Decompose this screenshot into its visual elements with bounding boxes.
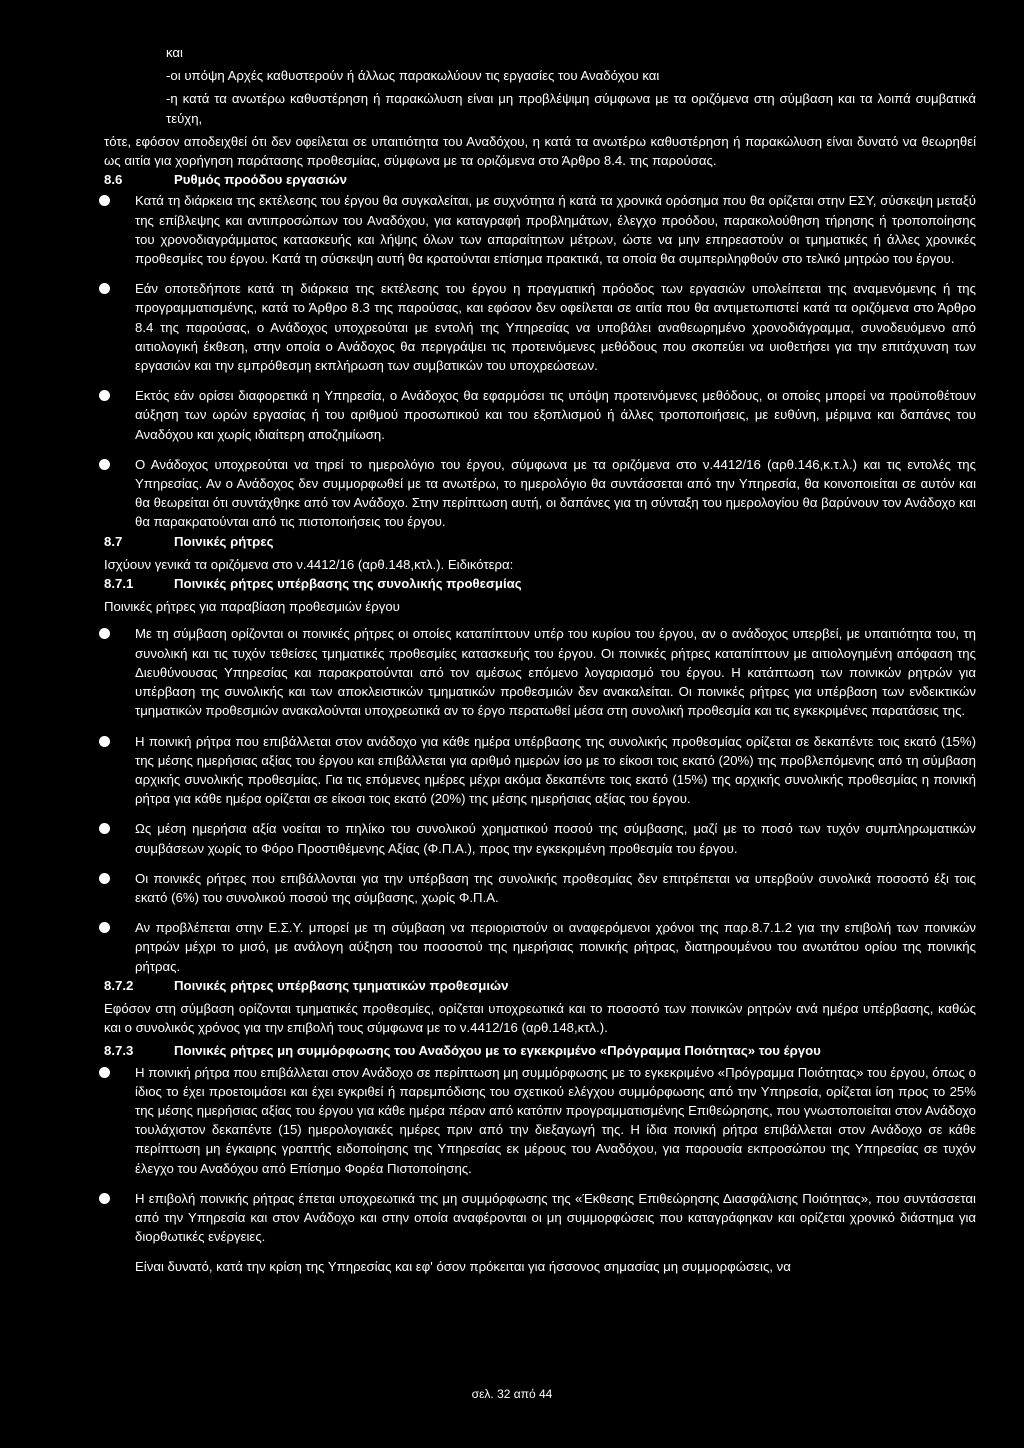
section-number: 8.7.1 (104, 576, 134, 592)
list-item: Οι ποινικές ρήτρες που επιβάλλονται για την υπέρβαση της συνολικής προθεσμίας δεν επιτρέπεται να υπερβούν συνολικά ποσοστό έξι τοις εκατό (6%) του συνολικού ποσού της σύμβασης, χωρίς Φ.Π.Α. (104, 869, 976, 907)
bullet-icon (99, 1067, 110, 1078)
list-item: Κατά τη διάρκεια της εκτέλεσης του έργου θα συγκαλείται, με συχνότητα ή κατά τα χρονικά ορόσημα που θα ορίζεται στην ΕΣΥ, σύσκεψη μεταξύ της επίβλεψης και αντιπροσώπων του Αναδόχου, για καταγραφή προβλημάτων, έλεγχο προόδου, παρακολούθηση τήρησης ή τροποποίησης του χρονοδιαγράμματος κατασκευής και λήψης όλων των απαραίτητων μέτρων, ώστε να μην επηρεαστούν οι τμηματικές ή άλλες χρονικές προθεσμίες του έργου. Κατά τη σύσκεψη αυτή θα κρατούνται επίσημα πρακτικά, τα οποία θα συμπεριληφθούν στο τελικό μητρώο του έργου. (104, 191, 976, 268)
section-8-7-3-tail: Είναι δυνατό, κατά την κρίση της Υπηρεσίας και εφ' όσον πρόκειται για ήσσονος σημασίας μη συμμορφώσεις, να (135, 1259, 791, 1275)
bullet-icon (99, 736, 110, 747)
list-item: Ως μέση ημερήσια αξία νοείται το πηλίκο του συνολικού χρηματικού ποσού της σύμβασης, μαζί με το ποσό των τυχόν συμπληρωματικών συμβάσεων χωρίς το Φόρο Προστιθέμενης Αξίας (Φ.Π.Α.), προς την εγκεκριμένη προθεσμία του έργου. (104, 819, 976, 857)
section-8-6-heading (104, 170, 976, 189)
section-title: Ρυθμός προόδου εργασιών (174, 172, 348, 188)
intro-line-3: -η κατά τα ανωτέρω καθυστέρηση ή παρακώλυση είναι μη προβλέψιμη σύμφωνα με τα οριζόμενα στη σύμβαση και τα λοιπά συμβατικά τεύχη, (166, 91, 976, 126)
list-item: Ο Ανάδοχος υποχρεούται να τηρεί το ημερολόγιο του έργου, σύμφωνα με τα οριζόμενα στο ν.4412/16 (αρθ.146,κ.τ.λ.) και τις εντολές της Υπηρεσίας. Αν ο Ανάδοχος δεν συμμορφωθεί με τα ανωτέρω, το ημερολόγιο θα συντάσσεται από την Υπηρεσία, θα κοινοποιείται σε αυτόν και θα θεωρείται ότι συντάχθηκε από τον Ανάδοχο. Στην περίπτωση αυτή, οι δαπάνες για τη σύνταξη του ημερολογίου θα βαρύνουν τον Ανάδοχο και θα παρακρατούνται από τις πιστοποιήσεις του έργου. (104, 455, 976, 532)
intro-line-2: -οι υπόψη Αρχές καθυστερούν ή άλλως παρακωλύουν τις εργασίες του Αναδόχου και (166, 68, 660, 84)
bullet-icon (99, 390, 110, 401)
section-title: Ποινικές ρήτρες μη συμμόρφωσης του Αναδόχου με το εγκεκριμένο «Πρόγραμμα Ποιότητας» του έργου (174, 1043, 821, 1059)
page-number: σελ. 32 από 44 (471, 1387, 553, 1401)
bullet-icon (99, 823, 110, 834)
list-item: Με τη σύμβαση ορίζονται οι ποινικές ρήτρες οι οποίες καταπίπτουν υπέρ του κυρίου του έργου, αν ο ανάδοχος υπερβεί, με υπαιτιότητα του, τη συνολική και τις τυχόν τεθείσες τμηματικές προθεσμίες κατασκευής του έργου. Οι ποινικές ρήτρες καταπίπτουν με αιτιολογημένη απόφαση της Διευθύνουσας Υπηρεσίας και παρακρατούνται από τον αμέσως επόμενο λογαριασμό του έργου. Η κατάπτωση των ποινικών ρητρών για υπέρβαση της συνολικής και των αποκλειστικών τμηματικών προθεσμιών δεν ανακαλείται. Οι ποινικές ρήτρες για υπέρβαση των ενδεικτικών τμηματικών προθεσμιών ανακαλούνται υποχρεωτικά αν το έργο περατωθεί μέσα στη συνολική προθεσμία και τις εγκεκριμένες παρατάσεις της. (104, 624, 976, 720)
bullet-icon (99, 628, 110, 639)
list-item: Η επιβολή ποινικής ρήτρας έπεται υποχρεωτικά της μη συμμόρφωσης της «Έκθεσης Επιθεώρησης Διασφάλισης Ποιότητας», που συντάσσεται από την Υπηρεσία και στον Ανάδοχο και στην οποία αναφέρονται οι μη συμμορφώσεις που καταγράφηκαν και ορίζεται χρονικό διάστημα για διορθωτικές ενέργειες. (104, 1189, 976, 1247)
section-number: 8.7 (104, 533, 123, 549)
section-number: 8.7.2 (104, 977, 134, 993)
list-item: Η ποινική ρήτρα που επιβάλλεται στον Ανάδοχο σε περίπτωση μη συμμόρφωσης με το εγκεκριμένο «Πρόγραμμα Ποιότητας» του έργου, όπως ο ίδιος το έχει προετοιμάσει και έχει εγκριθεί ή παρεμπόδισης του σχετικού ελέγχου συμμόρφωσης από την Υπηρεσία, ορίζεται ίση προς το 25% της μέσης ημερήσιας αξίας του έργου για κάθε ημέρα πέραν από κατόπιν προγραμματισμένης Επιθεώρησης, που γνωστοποιείται στον Ανάδοχο τουλάχιστον δεκαπέντε (15) ημερολογιακές ημέρες πριν από την διεξαγωγή της. Η ίδια ποινική ρήτρα επιβάλλεται στον Ανάδοχο σε κάθε περίπτωση μη έγκαιρης γραπτής ειδοποίησης της Υπηρεσίας εκ μέρους του Αναδόχου, για παρουσία εκπροσώπου της Υπηρεσίας σε τυχόν έλεγχο του Αναδόχου από Επίσημο Φορέα Πιστοποίησης. (104, 1063, 976, 1178)
section-8-6-list (104, 191, 976, 531)
section-8-7-1-intro: Ποινικές ρήτρες για παραβίαση προθεσμιών έργου (104, 599, 400, 615)
bullet-icon (99, 1193, 110, 1204)
section-number: 8.7.3 (104, 1043, 134, 1059)
section-8-7-3-heading (104, 1041, 976, 1060)
section-8-7-1-heading (104, 574, 976, 593)
bullet-icon (99, 195, 110, 206)
list-item: Η ποινική ρήτρα που επιβάλλεται στον ανάδοχο για κάθε ημέρα υπέρβασης της συνολικής προθεσμίας ορίζεται σε δεκαπέντε τοις εκατό (15%) της μέσης ημερήσιας αξίας του έργου και επιβάλλεται για αριθμό ημερών ίσο με το είκοσι τοις εκατό (20%) της προβλεπόμενης από τη σύμβαση αρχικής συνολικής προθεσμίας. Για τις επόμενες ημέρες μέχρι ακόμα δεκαπέντε τοις εκατό (15%) της αρχικής συνολικής προθεσμίας η ποινική ρήτρα για κάθε ημέρα ορίζεται σε είκοσι τοις εκατό (20%) της μέσης ημερήσιας αξίας του έργου. (104, 732, 976, 809)
list-item: Εκτός εάν ορίσει διαφορετικά η Υπηρεσία, ο Ανάδοχος θα εφαρμόσει τις υπόψη προτεινόμενες μεθόδους, οι οποίες μπορεί να προϋποθέτουν αύξηση των ωρών εργασίας ή του αριθμού προσωπικού και του εξοπλισμού ή άλλες τροποποιήσεις, με ευθύνη, μέριμνα και δαπάνες του Αναδόχου και χωρίς ιδιαίτερη αποζημίωση. (104, 386, 976, 444)
bullet-icon (99, 459, 110, 470)
section-8-7-2-paragraph: Εφόσον στη σύμβαση ορίζονται τμηματικές προθεσμίες, ορίζεται υποχρεωτικά και το ποσοστό των ποινικών ρητρών ανά ημέρα υπέρβασης, καθώς και ο συνολικός χρόνος για την επιβολή τους σύμφωνα με το ν.4412/16 (αρθ.148,κτλ.). (104, 1000, 976, 1036)
intro-line-1: και (166, 45, 183, 60)
bullet-icon (99, 922, 110, 933)
section-title: Ποινικές ρήτρες υπέρβασης τμηματικών προθεσμιών (174, 977, 509, 993)
list-item: Εάν οποτεδήποτε κατά τη διάρκεια της εκτέλεσης του έργου η πραγματική πρόοδος των εργασιών υπολείπεται της αναμενόμενης ή της προγραμματισμένης, κατά το Άρθρο 8.3 της παρούσας, και εφόσον δεν οφείλεται σε αιτία που θα αντιμετωπιστεί κατά τα οριζόμενα στο Άρθρο 8.4 της παρούσας, ο Ανάδοχος υποχρεούται με εντολή της Υπηρεσίας να υποβάλει αναθεωρημένο χρονοδιάγραμμα, συνοδευόμενο από αιτιολογική έκθεση, στην οποία ο Ανάδοχος θα περιγράψει τις προτεινόμενες μεθόδους που σκοπεύει να υιοθετήσει για την επιτάχυνση των εργασιών και την εμπρόθεσμη εκπλήρωση των συμβατικών του υποχρεώσεων. (104, 279, 976, 375)
list-item: Αν προβλέπεται στην Ε.Σ.Υ. μπορεί με τη σύμβαση να περιοριστούν οι αναφερόμενοι χρόνοι της παρ.8.7.1.2 για την επιβολή των ποινικών ρητρών μέχρι το μισό, με ανάλογη αύξηση του ποσοστού της ημερήσιας ποινικής ρήτρας, διατηρουμένου του ανωτάτου ορίου της ποινικής ρήτρας. (104, 918, 976, 976)
intro-paragraph: τότε, εφόσον αποδειχθεί ότι δεν οφείλεται σε υπαιτιότητα του Αναδόχου, η κατά τα ανωτέρω καθυστέρηση ή παρακώλυση είναι δυνατό να θεωρηθεί ως αιτία για χορήγηση παράτασης προθεσμίας, σύμφωνα με τα οριζόμενα στο Άρθρο 8.4. της παρούσας. (104, 133, 976, 169)
document-page (104, 43, 976, 1277)
section-title: Ποινικές ρήτρες υπέρβασης της συνολικής προθεσμίας (174, 576, 522, 592)
section-8-7-2-heading (104, 976, 976, 995)
section-number: 8.6 (104, 172, 123, 188)
bullet-icon (99, 873, 110, 884)
section-8-7-3-list (104, 1063, 976, 1247)
bullet-icon (99, 283, 110, 294)
section-title: Ποινικές ρήτρες (174, 533, 274, 549)
section-8-7-intro: Ισχύουν γενικά τα οριζόμενα στο ν.4412/16 (αρθ.148,κτλ.). Ειδικότερα: (104, 556, 514, 572)
section-8-7-1-list (104, 624, 976, 975)
section-8-7-heading (104, 532, 976, 551)
